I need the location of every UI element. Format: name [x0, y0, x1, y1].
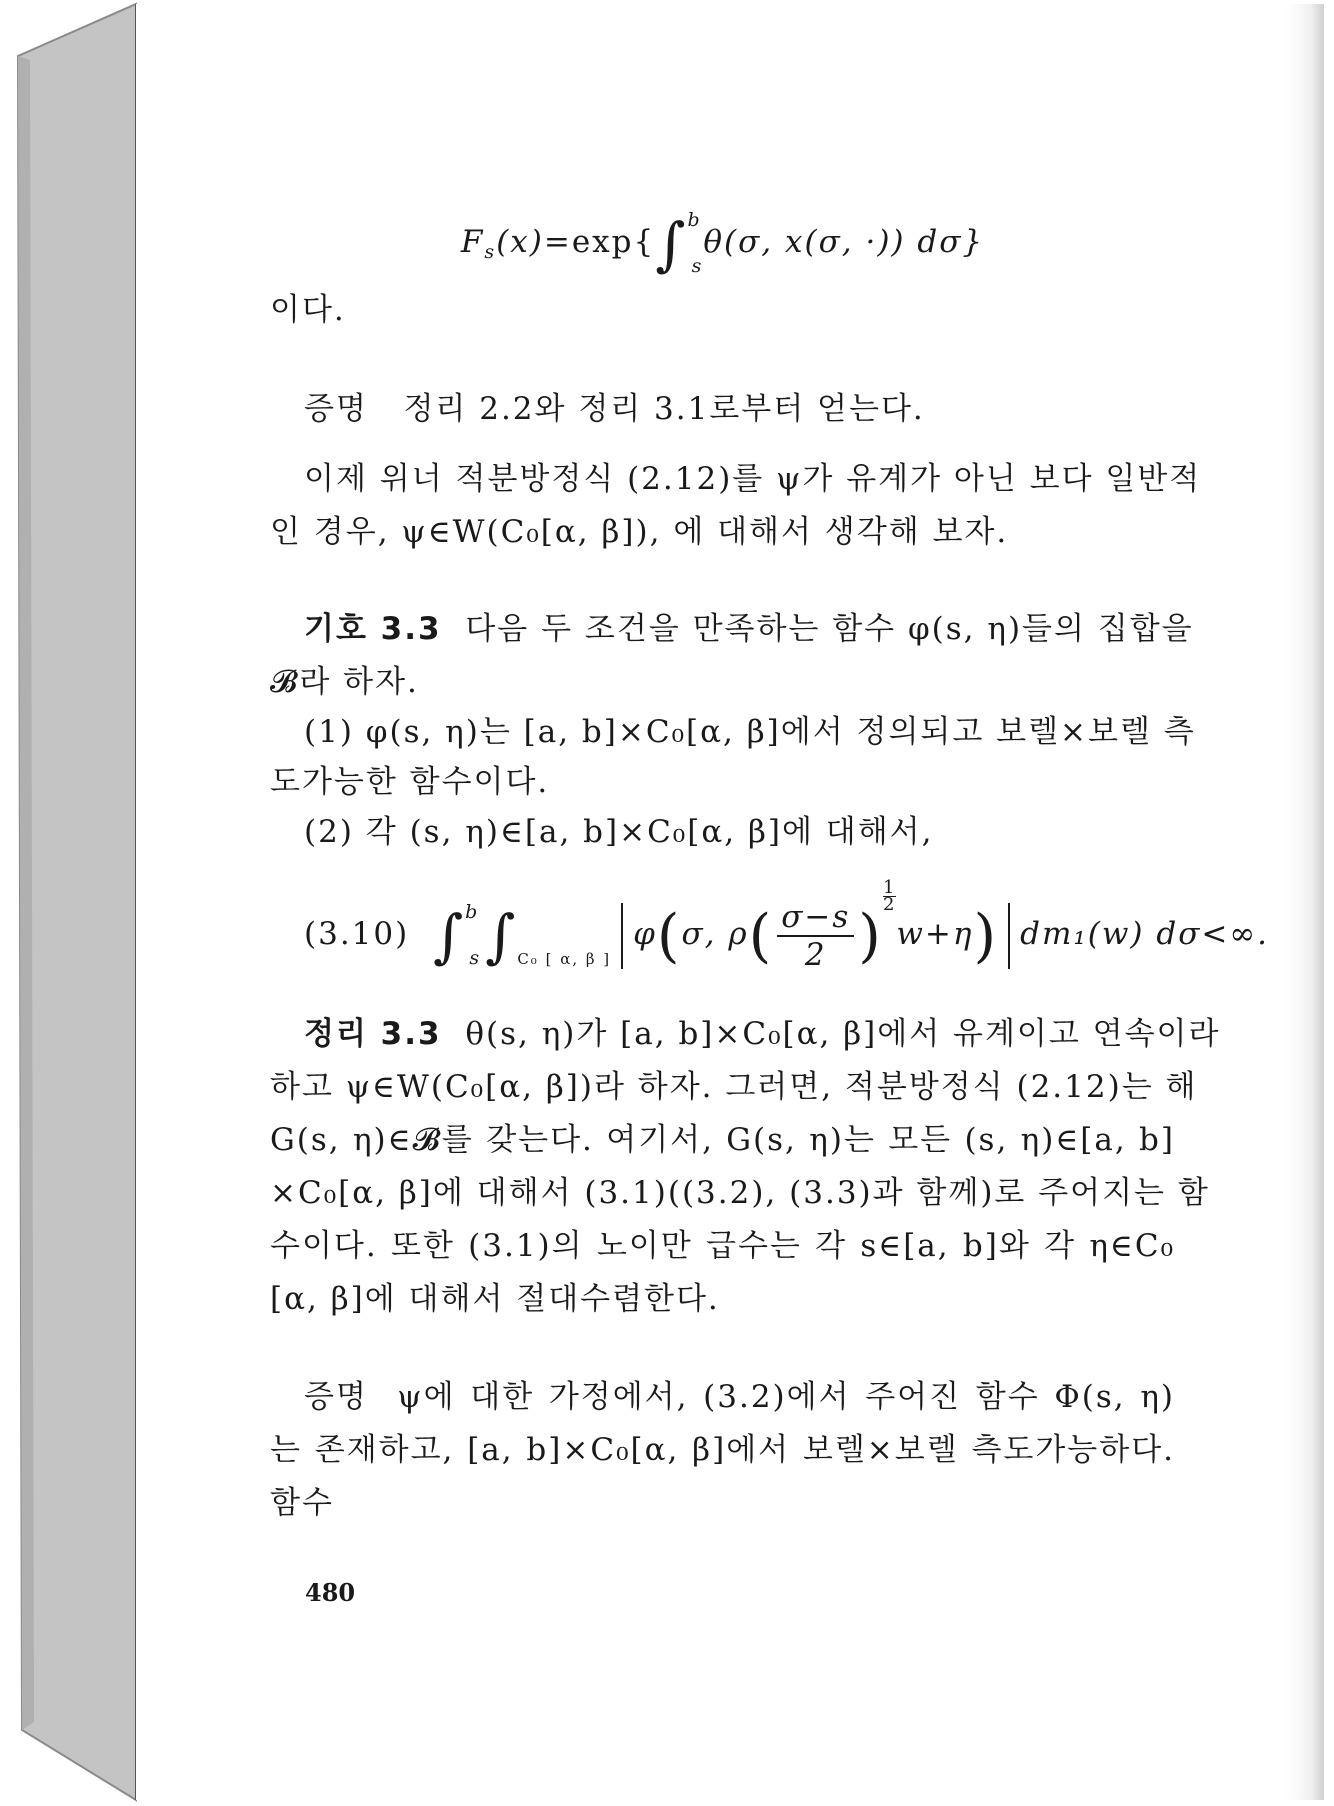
page-edge-shadow	[1310, 4, 1324, 1800]
eq-exp: =exp{	[543, 224, 656, 260]
equation-3-10	[304, 877, 1270, 983]
equation-fs	[270, 196, 1175, 290]
notation-line1	[304, 605, 1194, 653]
eq-lhs: F	[460, 224, 485, 260]
half-num: 1	[882, 877, 897, 898]
fraction	[777, 899, 854, 973]
page-number: 480	[305, 1578, 356, 1607]
frac-numerator: σ−s	[777, 899, 854, 937]
paren-inner-open: (	[748, 901, 774, 970]
proof2-label: 증명	[304, 1379, 368, 1415]
eq-number: (3.10)	[304, 916, 410, 952]
int-lower-limit: s	[691, 255, 704, 277]
proof1	[304, 385, 925, 433]
proof2-line3: 함수	[270, 1485, 334, 1521]
int1-lower: s	[469, 947, 482, 969]
para1-line2: 인 경우, ψ∈W(C₀[α, β]), 에 대해서 생각해 보자.	[270, 514, 1009, 550]
notation-line2: 𝓑라 하자.	[270, 664, 419, 700]
proof2-text-1: ψ에 대한 가정에서, (3.2)에서 주어진 함수 Φ(s, η)	[397, 1379, 1175, 1415]
cond2-line1: (2) 각 (s, η)∈[a, b]×C₀[α, β]에 대해서,	[304, 814, 934, 850]
para1-line1: 이제 위너 적분방정식 (2.12)를 ψ가 유계가 아닌 보다 일반적	[304, 461, 1202, 497]
cond1-line2: 도가능한 함수이다.	[270, 764, 550, 800]
theorem-line3: G(s, η)∈𝓑를 갖는다. 여기서, G(s, η)는 모든 (s, η)∈[a, b]	[270, 1122, 1175, 1158]
cond1-line1: (1) φ(s, η)는 [a, b]×C₀[α, β]에서 정의되고 보렐×보렐 측	[304, 714, 1196, 750]
eq-lhs-arg: (x)	[496, 224, 544, 260]
theorem-line6: [α, β]에 대해서 절대수렴한다.	[270, 1281, 720, 1317]
eq-phi: φ	[633, 916, 657, 952]
int1-upper: b	[465, 901, 480, 923]
eq-sigma-rho: σ, ρ	[681, 916, 749, 952]
notation-label: 기호 3.3	[304, 611, 442, 647]
paren-inner-close: )	[858, 901, 883, 970]
proof1-text: 정리 2.2와 정리 3.1로부터 얻는다.	[403, 391, 925, 427]
notation-text: 다음 두 조건을 만족하는 함수 φ(s, η)들의 집합을	[465, 611, 1194, 647]
theorem-text-1: θ(s, η)가 [a, b]×C₀[α, β]에서 유계이고 연속이라	[465, 1016, 1221, 1052]
text-ida: 이다.	[270, 292, 346, 328]
eq-w-eta: w+η	[896, 916, 974, 952]
theorem-line4: ×C₀[α, β]에 대해서 (3.1)((3.2), (3.3)과 함께)로 주어지는 함	[270, 1175, 1210, 1211]
int2-lower: C₀ [ α, β ]	[517, 950, 612, 968]
eq-integrand: θ(σ, x(σ, ·)) dσ}	[703, 224, 985, 260]
proof2-line1	[304, 1373, 1175, 1421]
half-den: 2	[882, 894, 897, 915]
theorem-line2: 하고 ψ∈W(C₀[α, β])라 하자. 그러면, 적분방정식 (2.12)는 해	[270, 1069, 1198, 1105]
integral-sign: ∫	[655, 209, 688, 278]
theorem-line1	[304, 1010, 1221, 1058]
integral-sign-1: ∫	[432, 901, 466, 970]
theorem-label: 정리 3.3	[304, 1016, 442, 1052]
abs-bar-right	[1008, 903, 1010, 969]
int-upper-limit: b	[687, 209, 702, 231]
integral-sign-2: ∫	[485, 901, 518, 970]
theorem-line5: 수이다. 또한 (3.1)의 노이만 급수는 각 s∈[a, b]와 각 η∈C₀	[270, 1228, 1175, 1264]
proof2-line2: 는 존재하고, [a, b]×C₀[α, β]에서 보렐×보렐 측도가능하다.	[270, 1432, 1175, 1468]
exponent-half	[882, 877, 897, 915]
paren-open: (	[656, 901, 682, 970]
eq-lhs-sub: s	[484, 241, 497, 263]
eq-tail: dm₁(w) dσ<∞.	[1020, 916, 1270, 952]
proof1-label: 증명	[304, 391, 368, 427]
abs-bar-left	[621, 903, 623, 969]
frac-denominator: 2	[804, 936, 827, 973]
paren-close: )	[973, 901, 999, 970]
